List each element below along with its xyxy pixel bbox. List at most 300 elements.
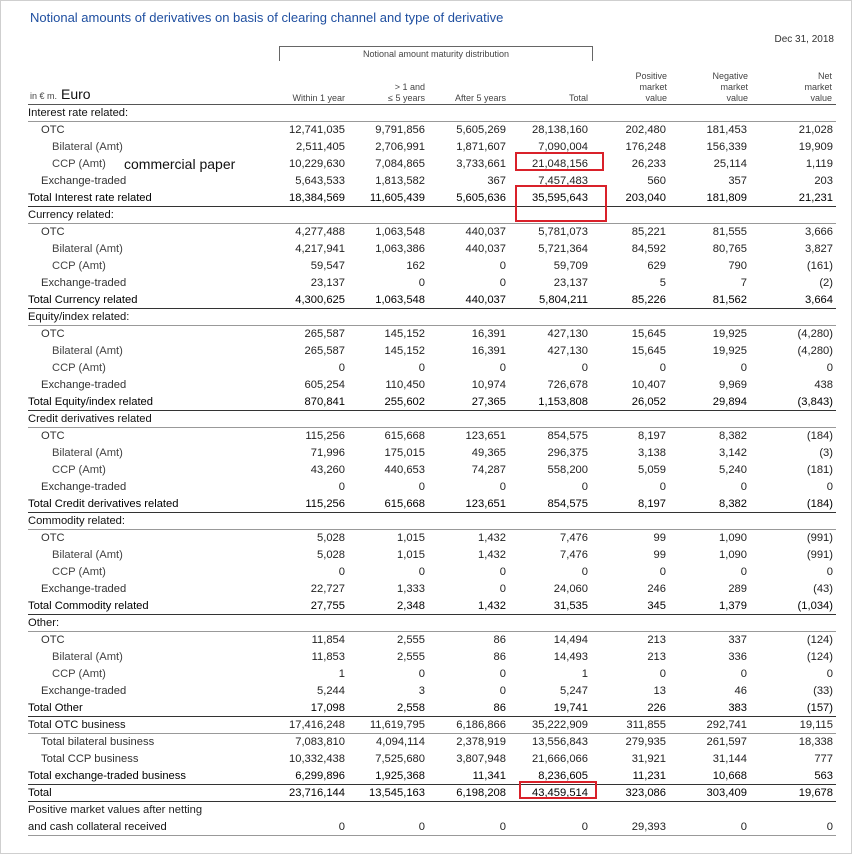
cell-within1: 5,028: [317, 532, 345, 544]
cell-after5: 5,605,636: [456, 192, 506, 204]
cell-within1: 27,755: [310, 600, 345, 612]
cell-1to5: 2,348: [397, 600, 425, 612]
cell-positive: 13: [653, 685, 666, 697]
row-label: Other:: [28, 617, 60, 629]
row-label: CCP (Amt): [52, 464, 106, 476]
cell-positive: 99: [653, 532, 666, 544]
cell-negative: 357: [728, 175, 747, 187]
table-row: [28, 156, 836, 173]
group-header: [279, 46, 593, 59]
cell-net: 19,115: [799, 719, 833, 731]
cell-1to5: 440,653: [384, 464, 425, 476]
row-label: Exchange-traded: [41, 481, 127, 493]
cell-net: 0: [826, 821, 833, 833]
cell-after5: 0: [499, 481, 506, 493]
cell-net: (3): [819, 447, 833, 459]
cell-net: 0: [826, 362, 833, 374]
cell-net: (2): [819, 277, 833, 289]
cell-positive: 213: [647, 634, 666, 646]
cell-after5: 10,974: [471, 379, 506, 391]
cell-within1: 4,277,488: [295, 226, 345, 238]
cell-1to5: 4,094,114: [376, 736, 425, 748]
cell-1to5: 615,668: [384, 498, 425, 510]
cell-total: 21,666,066: [532, 753, 588, 765]
cell-negative: 80,765: [712, 243, 747, 255]
highlight-grand-total: [519, 781, 597, 799]
cell-total: 0: [581, 566, 588, 578]
cell-net: 777: [814, 753, 833, 765]
cell-positive: 345: [647, 600, 666, 612]
cell-1to5: 0: [418, 821, 425, 833]
table-row: [28, 785, 836, 802]
col-net-line1: Net: [817, 71, 832, 81]
cell-within1: 23,716,144: [289, 787, 345, 799]
cell-total: 35,222,909: [532, 719, 588, 731]
col-header-positive: [600, 60, 667, 104]
col-positive-line2: market: [639, 82, 667, 92]
handwritten-annotation: commercial paper: [124, 156, 236, 172]
cell-1to5: 2,555: [397, 634, 425, 646]
cell-total: 7,476: [560, 549, 588, 561]
cell-within1: 870,841: [304, 396, 345, 408]
cell-net: (184): [806, 498, 833, 510]
row-label: Total Currency related: [28, 294, 138, 306]
cell-negative: 19,925: [712, 328, 747, 340]
cell-positive: 202,480: [625, 124, 666, 136]
cell-after5: 11,341: [472, 770, 506, 782]
cell-after5: 0: [499, 260, 506, 272]
row-label: Currency related:: [28, 209, 114, 221]
cell-after5: 1,432: [478, 600, 506, 612]
table-row: [28, 190, 836, 207]
cell-within1: 6,299,896: [295, 770, 345, 782]
table-row: [28, 105, 836, 122]
row-label: Bilateral (Amt): [52, 549, 123, 561]
cell-after5: 86: [493, 634, 506, 646]
cell-1to5: 2,558: [397, 702, 425, 714]
cell-positive: 279,935: [625, 736, 666, 748]
cell-total: 854,575: [547, 498, 588, 510]
cell-positive: 246: [647, 583, 666, 595]
cell-negative: 8,382: [719, 498, 747, 510]
cell-negative: 0: [740, 668, 747, 680]
cell-negative: 292,741: [706, 719, 747, 731]
table-row: [28, 717, 836, 734]
unit-note-euro: Euro: [61, 86, 91, 102]
col-net-line2: market: [804, 82, 832, 92]
row-label: Total exchange-traded business: [28, 770, 186, 782]
cell-after5: 123,651: [465, 430, 506, 442]
cell-negative: 0: [740, 821, 747, 833]
cell-after5: 5,605,269: [456, 124, 506, 136]
table-row: [28, 241, 836, 258]
cell-1to5: 11,619,795: [369, 719, 425, 731]
cell-total: 24,060: [553, 583, 588, 595]
cell-positive: 5,059: [638, 464, 666, 476]
cell-net: (184): [806, 430, 833, 442]
cell-within1: 12,741,035: [289, 124, 345, 136]
cell-within1: 5,244: [317, 685, 345, 697]
cell-after5: 123,651: [465, 498, 506, 510]
cell-negative: 19,925: [712, 345, 747, 357]
cell-after5: 16,391: [471, 345, 506, 357]
cell-total: 14,494: [553, 634, 588, 646]
cell-within1: 265,587: [304, 345, 345, 357]
cell-after5: 1,871,607: [456, 141, 506, 153]
row-label: Total CCP business: [41, 753, 139, 765]
cell-negative: 1,090: [719, 532, 747, 544]
cell-total: 726,678: [547, 379, 588, 391]
table-row: [28, 700, 836, 717]
col-net-line3: value: [810, 93, 832, 103]
row-label: and cash collateral received: [28, 821, 167, 833]
cell-negative: 336: [728, 651, 747, 663]
row-label: OTC: [41, 328, 65, 340]
cell-total: 14,493: [553, 651, 588, 663]
col-positive-line3: value: [645, 93, 667, 103]
cell-net: (43): [813, 583, 833, 595]
cell-net: 19,909: [798, 141, 833, 153]
cell-positive: 8,197: [638, 430, 666, 442]
cell-after5: 3,733,661: [456, 158, 506, 170]
cell-positive: 15,645: [631, 345, 666, 357]
report-date: Dec 31, 2018: [774, 34, 834, 45]
cell-within1: 10,332,438: [289, 753, 345, 765]
cell-negative: 81,562: [712, 294, 747, 306]
cell-within1: 0: [338, 481, 345, 493]
cell-net: (124): [806, 651, 833, 663]
cell-positive: 99: [653, 549, 666, 561]
cell-within1: 0: [338, 821, 345, 833]
table-row: [28, 496, 836, 513]
cell-1to5: 1,015: [397, 549, 425, 561]
cell-total: 5,247: [560, 685, 588, 697]
table-row: [28, 632, 836, 649]
cell-1to5: 162: [406, 260, 425, 272]
cell-net: (991): [806, 549, 833, 561]
table-row: [28, 326, 836, 343]
cell-positive: 26,233: [631, 158, 666, 170]
row-label: Total: [28, 787, 52, 799]
cell-within1: 17,416,248: [289, 719, 345, 731]
cell-net: 3,666: [805, 226, 833, 238]
row-label: Exchange-traded: [41, 175, 127, 187]
cell-within1: 59,547: [310, 260, 345, 272]
cell-after5: 74,287: [471, 464, 506, 476]
cell-total: 1,153,808: [538, 396, 588, 408]
cell-positive: 84,592: [631, 243, 666, 255]
cell-1to5: 13,545,163: [369, 787, 425, 799]
cell-1to5: 0: [418, 668, 425, 680]
cell-total: 13,556,843: [532, 736, 588, 748]
table-row: [28, 139, 836, 156]
table-row: [28, 207, 836, 224]
col-negative-label: [712, 71, 748, 104]
cell-within1: 1: [338, 668, 345, 680]
col-header-negative: [680, 60, 748, 104]
cell-after5: 0: [499, 668, 506, 680]
cell-within1: 5,643,533: [295, 175, 345, 187]
table-row: [28, 428, 836, 445]
cell-net: (4,280): [797, 328, 833, 340]
cell-positive: 203,040: [625, 192, 666, 204]
cell-total: 23,137: [553, 277, 588, 289]
cell-negative: 0: [740, 566, 747, 578]
row-label: CCP (Amt): [52, 260, 106, 272]
cell-within1: 71,996: [310, 447, 345, 459]
row-label: Total Credit derivatives related: [28, 498, 179, 510]
cell-after5: 27,365: [471, 396, 506, 408]
cell-after5: 49,365: [471, 447, 506, 459]
table-row: [28, 122, 836, 139]
col-negative-line1: Negative: [712, 71, 748, 81]
row-label: CCP (Amt): [52, 566, 106, 578]
cell-1to5: 1,015: [397, 532, 425, 544]
page-title: Notional amounts of derivatives on basis of clearing channel and type of derivative: [30, 10, 504, 25]
cell-total: 854,575: [547, 430, 588, 442]
cell-net: (161): [806, 260, 833, 272]
cell-after5: 0: [499, 362, 506, 374]
cell-total: 21,048,156: [532, 158, 588, 170]
cell-positive: 29,393: [631, 821, 666, 833]
row-label: Total Equity/index related: [28, 396, 154, 408]
row-label: Total OTC business: [28, 719, 126, 731]
col-header-within1: [279, 60, 345, 104]
cell-after5: 440,037: [465, 243, 506, 255]
cell-1to5: 7,525,680: [375, 753, 425, 765]
cell-1to5: 255,602: [384, 396, 425, 408]
row-label: Total Commodity related: [28, 600, 149, 612]
cell-negative: 181,809: [706, 192, 747, 204]
cell-net: 21,028: [798, 124, 833, 136]
col-header-after5: [435, 60, 506, 104]
row-label: OTC: [41, 634, 65, 646]
table-row: [28, 564, 836, 581]
row-label: Interest rate related:: [28, 107, 129, 119]
row-label: Commodity related:: [28, 515, 125, 527]
cell-after5: 86: [493, 702, 506, 714]
cell-1to5: 175,015: [384, 447, 425, 459]
row-label: Bilateral (Amt): [52, 243, 123, 255]
cell-after5: 440,037: [465, 294, 506, 306]
cell-negative: 46: [734, 685, 747, 697]
cell-net: 0: [826, 481, 833, 493]
unit-text: in € m.: [30, 91, 58, 101]
cell-within1: 7,083,810: [295, 736, 345, 748]
cell-1to5: 9,791,856: [375, 124, 425, 136]
table-row: [28, 411, 836, 428]
cell-net: (157): [806, 702, 833, 714]
row-label: Bilateral (Amt): [52, 651, 123, 663]
unit-label: [30, 86, 91, 102]
cell-1to5: 11,605,439: [369, 192, 425, 204]
row-label: Total Other: [28, 702, 83, 714]
cell-1to5: 2,555: [397, 651, 425, 663]
cell-net: (4,280): [797, 345, 833, 357]
col-positive-label: [635, 71, 667, 104]
cell-negative: 31,144: [712, 753, 747, 765]
cell-after5: 6,186,866: [456, 719, 506, 731]
cell-1to5: 145,152: [384, 345, 425, 357]
cell-positive: 8,197: [638, 498, 666, 510]
table-row: [28, 530, 836, 547]
cell-negative: 3,142: [719, 447, 747, 459]
col-header-total: [514, 60, 588, 104]
cell-positive: 31,921: [631, 753, 666, 765]
row-label: Bilateral (Amt): [52, 447, 123, 459]
cell-1to5: 0: [418, 481, 425, 493]
cell-1to5: 1,063,548: [375, 226, 425, 238]
cell-1to5: 110,450: [385, 379, 425, 391]
cell-within1: 18,384,569: [289, 192, 345, 204]
cell-negative: 337: [728, 634, 747, 646]
row-label: Total bilateral business: [41, 736, 155, 748]
cell-negative: 1,379: [719, 600, 747, 612]
cell-after5: 3,807,948: [456, 753, 506, 765]
cell-within1: 4,217,941: [295, 243, 345, 255]
cell-negative: 261,597: [706, 736, 747, 748]
row-label: Exchange-traded: [41, 379, 127, 391]
cell-after5: 0: [499, 566, 506, 578]
cell-net: 0: [826, 668, 833, 680]
col-1to5-line1: > 1 and: [394, 82, 425, 92]
cell-positive: 0: [659, 566, 666, 578]
cell-net: 203: [814, 175, 833, 187]
cell-net: (181): [806, 464, 833, 476]
cell-negative: 10,668: [712, 770, 747, 782]
col-header-1to5: [355, 60, 425, 104]
row-label: Credit derivatives related: [28, 413, 152, 425]
cell-within1: 265,587: [304, 328, 345, 340]
table-row: [28, 343, 836, 360]
cell-negative: 303,409: [706, 787, 747, 799]
cell-net: (991): [806, 532, 833, 544]
cell-negative: 7: [740, 277, 747, 289]
cell-positive: 0: [659, 481, 666, 493]
cell-negative: 289: [728, 583, 747, 595]
cell-positive: 311,855: [626, 719, 666, 731]
cell-after5: 2,378,919: [456, 736, 506, 748]
cell-within1: 0: [338, 362, 345, 374]
cell-after5: 440,037: [465, 226, 506, 238]
cell-within1: 115,256: [305, 430, 345, 442]
group-header-label: Notional amount maturity distribution: [362, 49, 510, 59]
cell-within1: 2,511,405: [296, 141, 345, 153]
cell-positive: 0: [659, 362, 666, 374]
cell-negative: 790: [728, 260, 747, 272]
cell-within1: 17,098: [310, 702, 345, 714]
cell-net: 3,827: [805, 243, 833, 255]
cell-positive: 323,086: [625, 787, 666, 799]
table-row: [28, 377, 836, 394]
cell-after5: 6,198,208: [456, 787, 506, 799]
col-within1-label: Within 1 year: [292, 93, 345, 103]
table-row: [28, 360, 836, 377]
table-row: [28, 445, 836, 462]
col-total-label: Total: [568, 93, 588, 103]
cell-positive: 0: [659, 668, 666, 680]
cell-negative: 8,382: [719, 430, 747, 442]
cell-net: 1,119: [805, 158, 833, 170]
col-net-label: [804, 71, 832, 104]
cell-within1: 10,229,630: [289, 158, 345, 170]
cell-total: 5,804,211: [539, 294, 588, 306]
cell-negative: 9,969: [719, 379, 747, 391]
cell-after5: 0: [499, 277, 506, 289]
cell-negative: 1,090: [719, 549, 747, 561]
cell-after5: 0: [499, 583, 506, 595]
cell-1to5: 1,063,548: [375, 294, 425, 306]
table-row: [28, 598, 836, 615]
col-1to5-line2: ≤ 5 years: [388, 93, 425, 103]
row-label: Equity/index related:: [28, 311, 130, 323]
cell-total: 7,457,483: [538, 175, 588, 187]
cell-1to5: 615,668: [384, 430, 425, 442]
col-header-net: [762, 60, 832, 104]
cell-total: 5,781,073: [538, 226, 588, 238]
table-row: [28, 173, 836, 190]
cell-1to5: 0: [418, 277, 425, 289]
cell-negative: 29,894: [712, 396, 747, 408]
cell-total: 7,090,004: [538, 141, 588, 153]
cell-within1: 22,727: [310, 583, 345, 595]
col-negative-line3: value: [726, 93, 748, 103]
row-label: Exchange-traded: [41, 583, 127, 595]
table-row: [28, 309, 836, 326]
table-row: [28, 462, 836, 479]
cell-negative: 156,339: [706, 141, 747, 153]
cell-after5: 0: [499, 685, 506, 697]
cell-total: 296,375: [547, 447, 588, 459]
row-label: Exchange-traded: [41, 685, 127, 697]
row-label: Positive market values after netting: [28, 804, 203, 816]
cell-1to5: 3: [418, 685, 425, 697]
table-row: [28, 666, 836, 683]
cell-total: 43,459,514: [532, 787, 588, 799]
cell-1to5: 7,084,865: [375, 158, 425, 170]
derivatives-table: [28, 105, 836, 836]
table-row: [28, 479, 836, 496]
highlight-ccp-total: [515, 152, 604, 171]
cell-total: 0: [581, 821, 588, 833]
table-row: [28, 819, 836, 836]
cell-total: 558,200: [547, 464, 588, 476]
table-row: [28, 615, 836, 632]
cell-total: 5,721,364: [538, 243, 588, 255]
cell-1to5: 1,333: [397, 583, 425, 595]
cell-net: 0: [826, 566, 833, 578]
table-row: [28, 768, 836, 785]
cell-positive: 11,231: [632, 770, 666, 782]
cell-net: 19,678: [798, 787, 833, 799]
cell-within1: 43,260: [310, 464, 345, 476]
table-row: [28, 224, 836, 241]
cell-within1: 4,300,625: [295, 294, 345, 306]
cell-1to5: 1,925,368: [375, 770, 425, 782]
row-label: CCP (Amt): [52, 158, 106, 170]
cell-net: 18,338: [798, 736, 833, 748]
row-label: Total Interest rate related: [28, 192, 152, 204]
cell-within1: 115,256: [305, 498, 345, 510]
row-label: CCP (Amt): [52, 668, 106, 680]
cell-net: (1,034): [797, 600, 833, 612]
cell-total: 7,476: [560, 532, 588, 544]
cell-negative: 0: [740, 362, 747, 374]
cell-net: (3,843): [797, 396, 833, 408]
row-label: OTC: [41, 124, 65, 136]
table-row: [28, 649, 836, 666]
cell-net: 438: [814, 379, 833, 391]
